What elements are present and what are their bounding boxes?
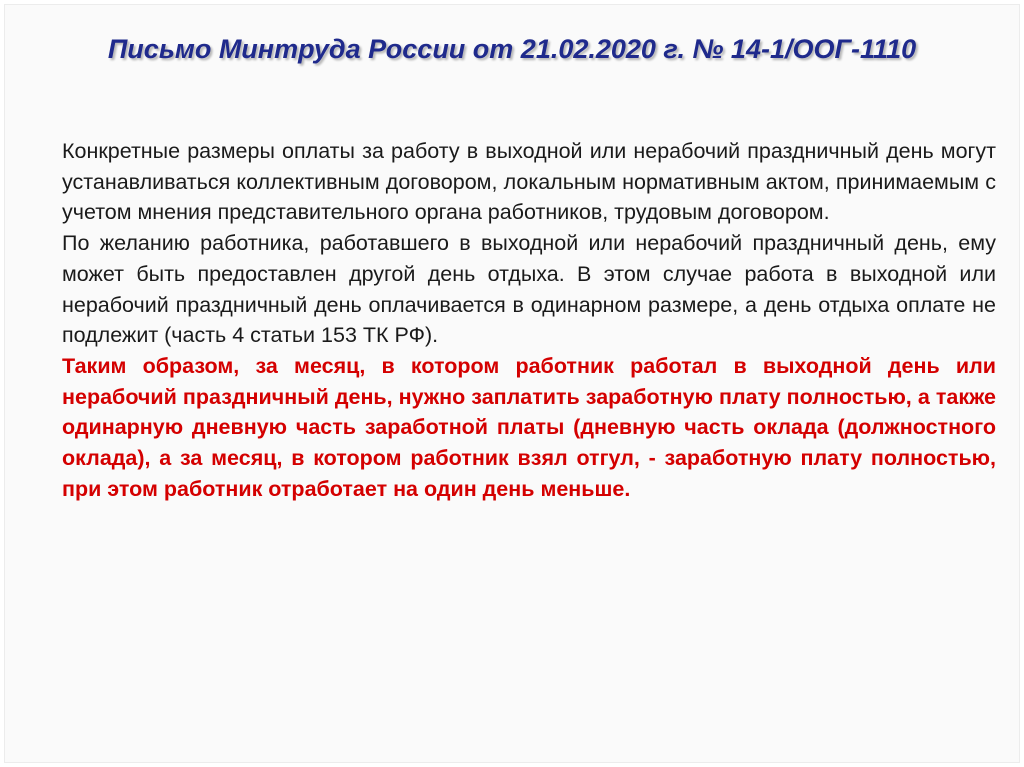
slide-title: Письмо Минтруда России от 21.02.2020 г. № 14-1/ООГ-1110: [107, 34, 917, 64]
paragraph-payment-terms: Конкретные размеры оплаты за работу в выходной или нерабочий праздничный день могут устанавливаться коллективным договором, локальным нормативным актом, принимаемым с учетом мнения представительного органа работников, трудовым договором.: [62, 139, 996, 225]
paragraph-conclusion: Таким образом, за месяц, в котором работник работал в выходной день или нерабочий праздничный день, нужно заплатить заработную плату полностью, а также одинарную дневную часть заработной платы (дневную часть оклада (должностного оклада), а за месяц, в котором работник взял отгул, - заработную плату полностью, при этом работник отработает на один день меньше.: [62, 353, 996, 501]
body-text: [62, 136, 996, 504]
paragraph-day-off: По желанию работника, работавшего в выходной или нерабочий праздничный день, ему может быть предоставлен другой день отдыха. В этом случае работа в выходной или нерабочий праздничный день оплачивается в одинарном размере, а день отдыха оплате не подлежит (часть 4 статьи 153 ТК РФ).: [62, 231, 996, 348]
